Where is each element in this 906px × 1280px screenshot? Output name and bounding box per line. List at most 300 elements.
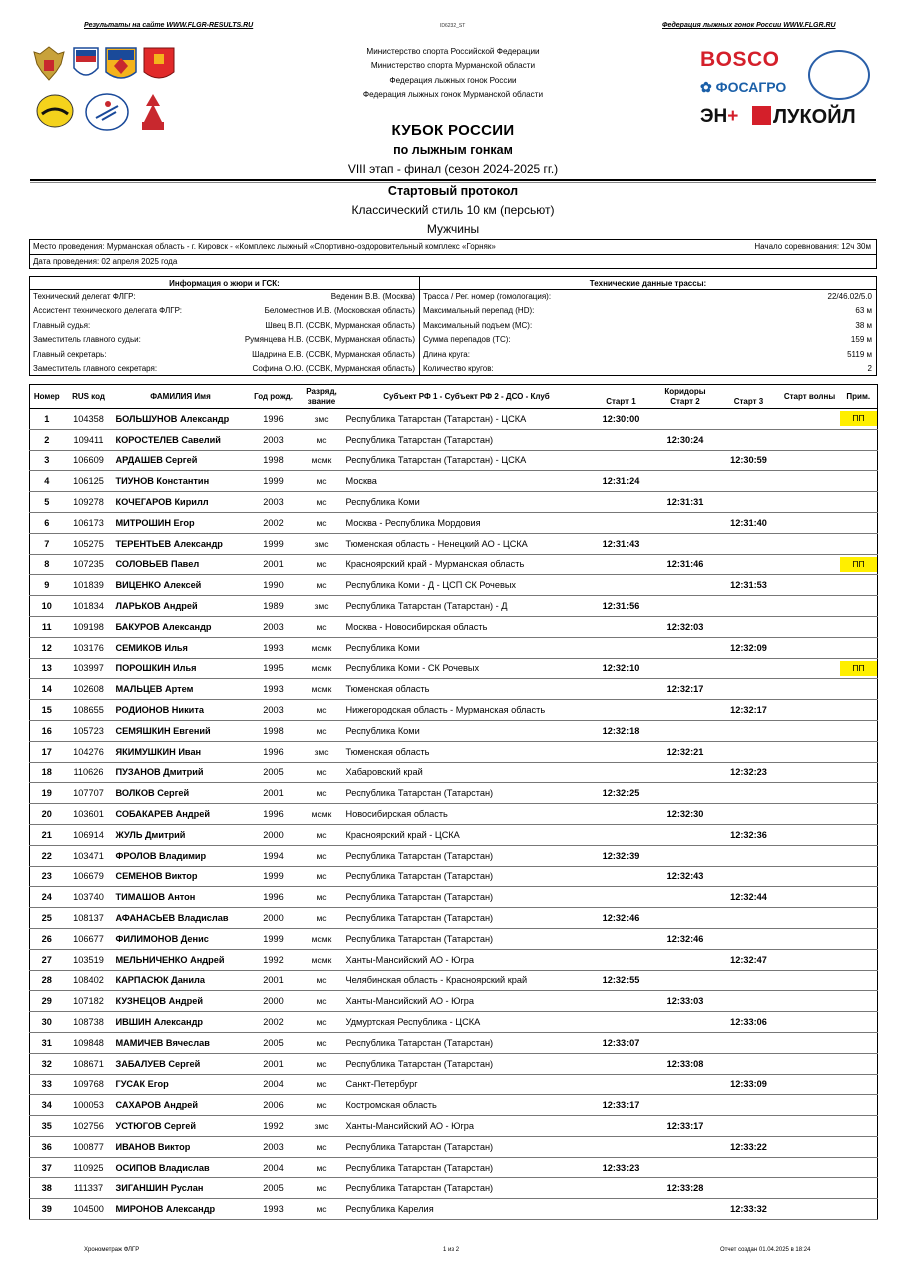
rank-cell: мс (300, 783, 344, 804)
wave-start-cell (780, 409, 840, 430)
footer-created: Отчет создан 01.04.2025 в 18:24 (720, 1247, 811, 1253)
bib-number-cell: 16 (30, 720, 64, 741)
note-cell (840, 554, 878, 575)
bib-number-cell: 27 (30, 949, 64, 970)
start3-time-cell (718, 1053, 780, 1074)
wave-start-cell (780, 887, 840, 908)
athlete-name-cell: ИВШИН Александр (114, 1012, 248, 1033)
athlete-name-cell: ФИЛИМОНОВ Денис (114, 928, 248, 949)
rus-code-cell: 100053 (64, 1095, 114, 1116)
table-row (30, 720, 878, 741)
birth-year-cell: 1998 (248, 450, 300, 471)
table-row (30, 1095, 878, 1116)
birth-year-cell: 2002 (248, 512, 300, 533)
start3-time-cell (718, 1157, 780, 1178)
event-stage: VIII этап - финал (сезон 2024-2025 гг.) (347, 162, 559, 176)
wave-start-cell (780, 741, 840, 762)
rus-code-cell: 108738 (64, 1012, 114, 1033)
start3-time-cell: 12:32:09 (718, 637, 780, 658)
jury-label: Главный судья: (33, 320, 91, 330)
start3-time-cell: 12:32:23 (718, 762, 780, 783)
note-cell (840, 1095, 878, 1116)
murmansk-region-emblem-icon (104, 46, 138, 84)
bib-number-cell: 33 (30, 1074, 64, 1095)
start3-time-cell: 12:32:44 (718, 887, 780, 908)
rank-cell: змс (300, 1116, 344, 1137)
birth-year-cell: 1993 (248, 637, 300, 658)
table-row (30, 512, 878, 533)
rus-code-cell: 103997 (64, 658, 114, 679)
bib-number-cell: 19 (30, 783, 64, 804)
note-cell (840, 949, 878, 970)
organizer-line: Министерство спорта Мурманской области (370, 61, 536, 71)
race-group: Мужчины (426, 222, 480, 236)
region-club-cell: Республика Коми - Д - ЦСП СК Рочевых (344, 575, 590, 596)
birth-year-cell: 2005 (248, 1178, 300, 1199)
russia-emblem-icon (30, 44, 68, 84)
flgr-logo-icon (808, 50, 870, 100)
region-club-cell: Ханты-Мансийский АО - Югра (344, 949, 590, 970)
federation-site-link[interactable]: Федерация лыжных гонок России WWW.FLGR.RU (662, 22, 836, 29)
start3-time-cell (718, 970, 780, 991)
start1-time-cell: 12:32:10 (590, 658, 653, 679)
note-cell (840, 970, 878, 991)
start2-time-cell (653, 700, 718, 721)
birth-year-cell: 2006 (248, 1095, 300, 1116)
rus-code-cell: 103740 (64, 887, 114, 908)
region-club-cell: Республика Татарстан (Татарстан) - ЦСКА (344, 409, 590, 430)
start3-time-cell (718, 804, 780, 825)
rank-cell: мс (300, 908, 344, 929)
region-club-cell: Республика Татарстан (Татарстан) (344, 887, 590, 908)
rank-cell: мсмк (300, 450, 344, 471)
start1-time-cell (590, 679, 653, 700)
start1-time-cell: 12:30:00 (590, 409, 653, 430)
bib-number-cell: 7 (30, 533, 64, 554)
start3-time-cell: 12:33:32 (718, 1199, 780, 1220)
region-club-cell: Республика Коми (344, 637, 590, 658)
start3-time-cell (718, 596, 780, 617)
start1-time-cell (590, 492, 653, 513)
rus-code-cell: 104358 (64, 409, 114, 430)
birth-year-cell: 2001 (248, 783, 300, 804)
note-badge: ПП (840, 557, 878, 572)
rank-cell: мсмк (300, 804, 344, 825)
table-row (30, 450, 878, 471)
track-value: 22/46.02/5.0 (827, 292, 872, 301)
note-cell (840, 887, 878, 908)
col-header-start2 (653, 385, 718, 409)
region-club-cell: Республика Татарстан (Татарстан) (344, 429, 590, 450)
note-cell (840, 1136, 878, 1157)
track-row (420, 290, 876, 304)
rus-code-cell: 101839 (64, 575, 114, 596)
athlete-name-cell: УСТЮГОВ Сергей (114, 1116, 248, 1137)
athlete-name-cell: ПУЗАНОВ Дмитрий (114, 762, 248, 783)
start2-time-cell (653, 1074, 718, 1095)
rank-cell: мс (300, 1074, 344, 1095)
start2-time-cell (653, 824, 718, 845)
region-club-cell: Республика Татарстан (Татарстан) (344, 866, 590, 887)
birth-year-cell: 1989 (248, 596, 300, 617)
table-row (30, 429, 878, 450)
birth-year-cell: 1993 (248, 1199, 300, 1220)
track-title: Технические данные трассы: (420, 277, 876, 290)
note-cell (840, 845, 878, 866)
start1-time-cell (590, 741, 653, 762)
start3-time-cell: 12:33:22 (718, 1136, 780, 1157)
rank-cell: мс (300, 554, 344, 575)
rus-code-cell: 108655 (64, 700, 114, 721)
track-row (420, 348, 876, 362)
note-cell (840, 679, 878, 700)
rank-cell: мс (300, 512, 344, 533)
rus-code-cell: 107707 (64, 783, 114, 804)
start1-time-cell (590, 866, 653, 887)
table-row (30, 1136, 878, 1157)
start2-time-cell: 12:33:17 (653, 1116, 718, 1137)
start3-time-cell (718, 658, 780, 679)
start3-time-cell (718, 991, 780, 1012)
table-row (30, 1199, 878, 1220)
region-club-cell: Республика Татарстан (Татарстан) (344, 1053, 590, 1074)
start1-time-cell (590, 1053, 653, 1074)
start3-time-cell (718, 533, 780, 554)
bib-number-cell: 17 (30, 741, 64, 762)
start2-time-cell (653, 658, 718, 679)
birth-year-cell: 2000 (248, 824, 300, 845)
results-site-link[interactable]: Результаты на сайте WWW.FLGR-RESULTS.RU (84, 22, 254, 29)
start1-time-cell (590, 804, 653, 825)
table-row (30, 928, 878, 949)
rank-cell: мсмк (300, 928, 344, 949)
start3-time-cell: 12:31:40 (718, 512, 780, 533)
note-cell (840, 1199, 878, 1220)
athlete-name-cell: ФРОЛОВ Владимир (114, 845, 248, 866)
region-club-cell: Новосибирская область (344, 804, 590, 825)
athlete-name-cell: ТЕРЕНТЬЕВ Александр (114, 533, 248, 554)
track-row (420, 362, 876, 376)
track-value: 38 м (855, 320, 872, 330)
rank-cell: мс (300, 866, 344, 887)
birth-year-cell: 2003 (248, 492, 300, 513)
table-row (30, 866, 878, 887)
jury-value: Беломестнов И.В. (Московская область) (264, 306, 415, 316)
start3-time-cell (718, 492, 780, 513)
rank-cell: змс (300, 533, 344, 554)
note-cell (840, 824, 878, 845)
wave-start-cell (780, 991, 840, 1012)
rus-code-cell: 105723 (64, 720, 114, 741)
rus-code-cell: 106173 (64, 512, 114, 533)
region-club-cell: Москва - Республика Мордовия (344, 512, 590, 533)
table-row (30, 970, 878, 991)
rank-cell: мсмк (300, 658, 344, 679)
organizer-line: Федерация лыжных гонок России (389, 75, 517, 85)
rus-code-cell: 110626 (64, 762, 114, 783)
venue-row (30, 240, 876, 254)
rank-cell: мс (300, 1012, 344, 1033)
athlete-name-cell: КАРПАСЮК Данила (114, 970, 248, 991)
wave-start-cell (780, 1157, 840, 1178)
birth-year-cell: 1993 (248, 679, 300, 700)
start2-time-cell: 12:33:28 (653, 1178, 718, 1199)
wave-start-cell (780, 575, 840, 596)
table-row (30, 1012, 878, 1033)
track-label: Количество кругов: (423, 363, 494, 373)
region-club-cell: Республика Татарстан (Татарстан) (344, 1178, 590, 1199)
wave-start-cell (780, 658, 840, 679)
birth-year-cell: 1992 (248, 1116, 300, 1137)
bib-number-cell: 37 (30, 1157, 64, 1178)
wave-start-cell (780, 1053, 840, 1074)
start1-time-cell (590, 1116, 653, 1137)
bib-number-cell: 26 (30, 928, 64, 949)
note-badge: ПП (840, 411, 878, 426)
table-row (30, 1157, 878, 1178)
region-club-cell: Республика Татарстан (Татарстан) (344, 1136, 590, 1157)
rus-code-cell: 107182 (64, 991, 114, 1012)
start2-time-cell (653, 533, 718, 554)
col-header-rank (300, 385, 344, 409)
birth-year-cell: 2004 (248, 1157, 300, 1178)
wave-start-cell (780, 804, 840, 825)
rank-cell: мс (300, 845, 344, 866)
wave-start-cell (780, 1136, 840, 1157)
table-header-row (30, 385, 878, 409)
jury-value: Софина О.Ю. (ССВК, Мурманская область) (252, 363, 415, 373)
wave-start-cell (780, 1032, 840, 1053)
note-cell (840, 928, 878, 949)
wave-start-cell (780, 679, 840, 700)
table-row (30, 1116, 878, 1137)
birth-year-cell: 2001 (248, 554, 300, 575)
rus-code-cell: 102608 (64, 679, 114, 700)
note-cell (840, 637, 878, 658)
race-style: Классический стиль 10 км (персьют) (351, 203, 555, 217)
region-club-cell: Нижегородская область - Мурманская область (344, 700, 590, 721)
birth-year-cell: 2005 (248, 1032, 300, 1053)
start3-time-cell (718, 928, 780, 949)
start-list-body (30, 409, 878, 1220)
start2-time-cell: 12:32:46 (653, 928, 718, 949)
note-cell (840, 471, 878, 492)
kirovsk-emblem-icon (142, 46, 176, 84)
athlete-name-cell: СОЛОВЬЕВ Павел (114, 554, 248, 575)
note-cell (840, 804, 878, 825)
organizers-list (300, 45, 606, 102)
wave-start-cell (780, 1012, 840, 1033)
lukoil-logo-text: ЛУКОЙЛ (773, 106, 856, 128)
bib-number-cell: 18 (30, 762, 64, 783)
table-row (30, 804, 878, 825)
birth-year-cell: 1999 (248, 866, 300, 887)
start2-time-cell (653, 908, 718, 929)
jury-label: Главный секретарь: (33, 349, 107, 359)
start3-time-cell (718, 741, 780, 762)
start2-time-cell: 12:33:08 (653, 1053, 718, 1074)
region-club-cell: Ханты-Мансийский АО - Югра (344, 1116, 590, 1137)
athlete-name-cell: БОЛЬШУНОВ Александр (114, 409, 248, 430)
divider (30, 182, 876, 183)
athlete-name-cell: ЖУЛЬ Дмитрий (114, 824, 248, 845)
start2-time-cell (653, 949, 718, 970)
athlete-name-cell: ЗИГАНШИН Руслан (114, 1178, 248, 1199)
athlete-name-cell: ГУСАК Егор (114, 1074, 248, 1095)
rank-cell: змс (300, 596, 344, 617)
start1-time-cell (590, 575, 653, 596)
note-cell (840, 741, 878, 762)
birth-year-cell: 1996 (248, 409, 300, 430)
start3-time-cell (718, 908, 780, 929)
col-header-club: Субъект РФ 1 - Субъект РФ 2 - ДСО - Клуб (344, 385, 590, 409)
event-title-block (0, 120, 906, 176)
wave-start-cell (780, 970, 840, 991)
athlete-name-cell: ОСИПОВ Владислав (114, 1157, 248, 1178)
region-club-cell: Костромская область (344, 1095, 590, 1116)
bib-number-cell: 12 (30, 637, 64, 658)
wave-start-cell (780, 700, 840, 721)
note-cell (840, 991, 878, 1012)
table-row (30, 471, 878, 492)
start2-time-cell (653, 596, 718, 617)
fosagro-logo (700, 79, 786, 96)
start2-time-cell (653, 512, 718, 533)
region-club-cell: Республика Татарстан (Татарстан) (344, 845, 590, 866)
wave-start-cell (780, 450, 840, 471)
note-cell (840, 866, 878, 887)
table-row (30, 949, 878, 970)
wave-start-cell (780, 1095, 840, 1116)
start2-time-cell (653, 1012, 718, 1033)
birth-year-cell: 2001 (248, 1053, 300, 1074)
note-cell (840, 596, 878, 617)
rank-header-line: Разряд, (306, 386, 337, 396)
start2-time-cell (653, 970, 718, 991)
rank-cell: мс (300, 1136, 344, 1157)
start1-time-cell (590, 429, 653, 450)
start2-time-cell: 12:32:17 (653, 679, 718, 700)
note-cell (840, 1116, 878, 1137)
birth-year-cell: 2003 (248, 1136, 300, 1157)
jury-row (30, 362, 419, 376)
bib-number-cell: 29 (30, 991, 64, 1012)
start1-time-cell: 12:33:23 (590, 1157, 653, 1178)
rus-code-cell: 109411 (64, 429, 114, 450)
start2-time-cell: 12:32:03 (653, 616, 718, 637)
track-row (420, 304, 876, 318)
wave-start-cell (780, 866, 840, 887)
wave-start-cell (780, 1116, 840, 1137)
track-value: 5119 м (847, 349, 872, 359)
table-row (30, 908, 878, 929)
start1-time-cell (590, 991, 653, 1012)
wave-start-cell (780, 616, 840, 637)
birth-year-cell: 1998 (248, 720, 300, 741)
bib-number-cell: 38 (30, 1178, 64, 1199)
jury-value: Шадрина Е.В. (ССВК, Мурманская область) (252, 349, 415, 359)
start2-time-cell: 12:32:21 (653, 741, 718, 762)
rank-cell: мсмк (300, 637, 344, 658)
athlete-name-cell: МИТРОШИН Егор (114, 512, 248, 533)
region-club-cell: Красноярский край - ЦСКА (344, 824, 590, 845)
rus-code-cell: 106679 (64, 866, 114, 887)
rus-code-cell: 106677 (64, 928, 114, 949)
note-badge: ПП (840, 661, 878, 676)
region-club-cell: Красноярский край - Мурманская область (344, 554, 590, 575)
bib-number-cell: 39 (30, 1199, 64, 1220)
note-cell (840, 450, 878, 471)
track-label: Максимальный подъем (MC): (423, 320, 533, 330)
rank-cell: змс (300, 741, 344, 762)
bib-number-cell: 2 (30, 429, 64, 450)
table-row (30, 554, 878, 575)
col-header-num: Номер (30, 385, 64, 409)
corridors-header: Коридоры (664, 386, 706, 396)
bib-number-cell: 34 (30, 1095, 64, 1116)
birth-year-cell: 1999 (248, 471, 300, 492)
col-header-note: Прим. (840, 385, 878, 409)
athlete-name-cell: СЕМЯШКИН Евгений (114, 720, 248, 741)
rus-code-cell: 104276 (64, 741, 114, 762)
birth-year-cell: 2003 (248, 429, 300, 450)
wave-start-cell (780, 471, 840, 492)
athlete-name-cell: ЛАРЬКОВ Андрей (114, 596, 248, 617)
organizer-line: Министерство спорта Российской Федерации (366, 47, 540, 56)
start2-time-cell: 12:31:46 (653, 554, 718, 575)
jury-row (30, 333, 419, 347)
wave-start-cell (780, 429, 840, 450)
rus-code-cell: 101834 (64, 596, 114, 617)
start1-time-cell (590, 616, 653, 637)
table-row (30, 845, 878, 866)
rus-code-cell: 108137 (64, 908, 114, 929)
jury-label: Ассистент технического делегата ФЛГР: (33, 306, 182, 316)
bib-number-cell: 14 (30, 679, 64, 700)
fosagro-mark-icon: ✿ (700, 79, 712, 95)
bosco-logo: BOSCO (700, 48, 780, 71)
bib-number-cell: 23 (30, 866, 64, 887)
jury-value: Румянцева Н.В. (ССВК, Мурманская область) (244, 335, 415, 345)
athlete-name-cell: ИВАНОВ Виктор (114, 1136, 248, 1157)
bib-number-cell: 24 (30, 887, 64, 908)
col-header-wave: Старт волны (780, 385, 840, 409)
rank-cell: мс (300, 1032, 344, 1053)
bib-number-cell: 3 (30, 450, 64, 471)
athlete-name-cell: МАЛЬЦЕВ Артем (114, 679, 248, 700)
region-club-cell: Санкт-Петербург (344, 1074, 590, 1095)
table-row (30, 824, 878, 845)
athlete-name-cell: КУЗНЕЦОВ Андрей (114, 991, 248, 1012)
region-club-cell: Республика Татарстан (Татарстан) (344, 928, 590, 949)
note-cell (840, 762, 878, 783)
start3-time-cell (718, 866, 780, 887)
birth-year-cell: 2000 (248, 991, 300, 1012)
col-header-start3: Старт 3 (718, 385, 780, 409)
athlete-name-cell: ЗАБАЛУЕВ Сергей (114, 1053, 248, 1074)
bib-number-cell: 8 (30, 554, 64, 575)
track-label: Максимальный перепад (HD): (423, 306, 535, 316)
table-row (30, 575, 878, 596)
birth-year-cell: 2005 (248, 762, 300, 783)
note-cell (840, 533, 878, 554)
rank-cell: мс (300, 471, 344, 492)
rank-cell: мс (300, 1095, 344, 1116)
note-cell (840, 492, 878, 513)
jury-title: Информация о жюри и ГСК: (30, 277, 419, 290)
ministry-emblem-icon (72, 46, 100, 82)
birth-year-cell: 2000 (248, 908, 300, 929)
